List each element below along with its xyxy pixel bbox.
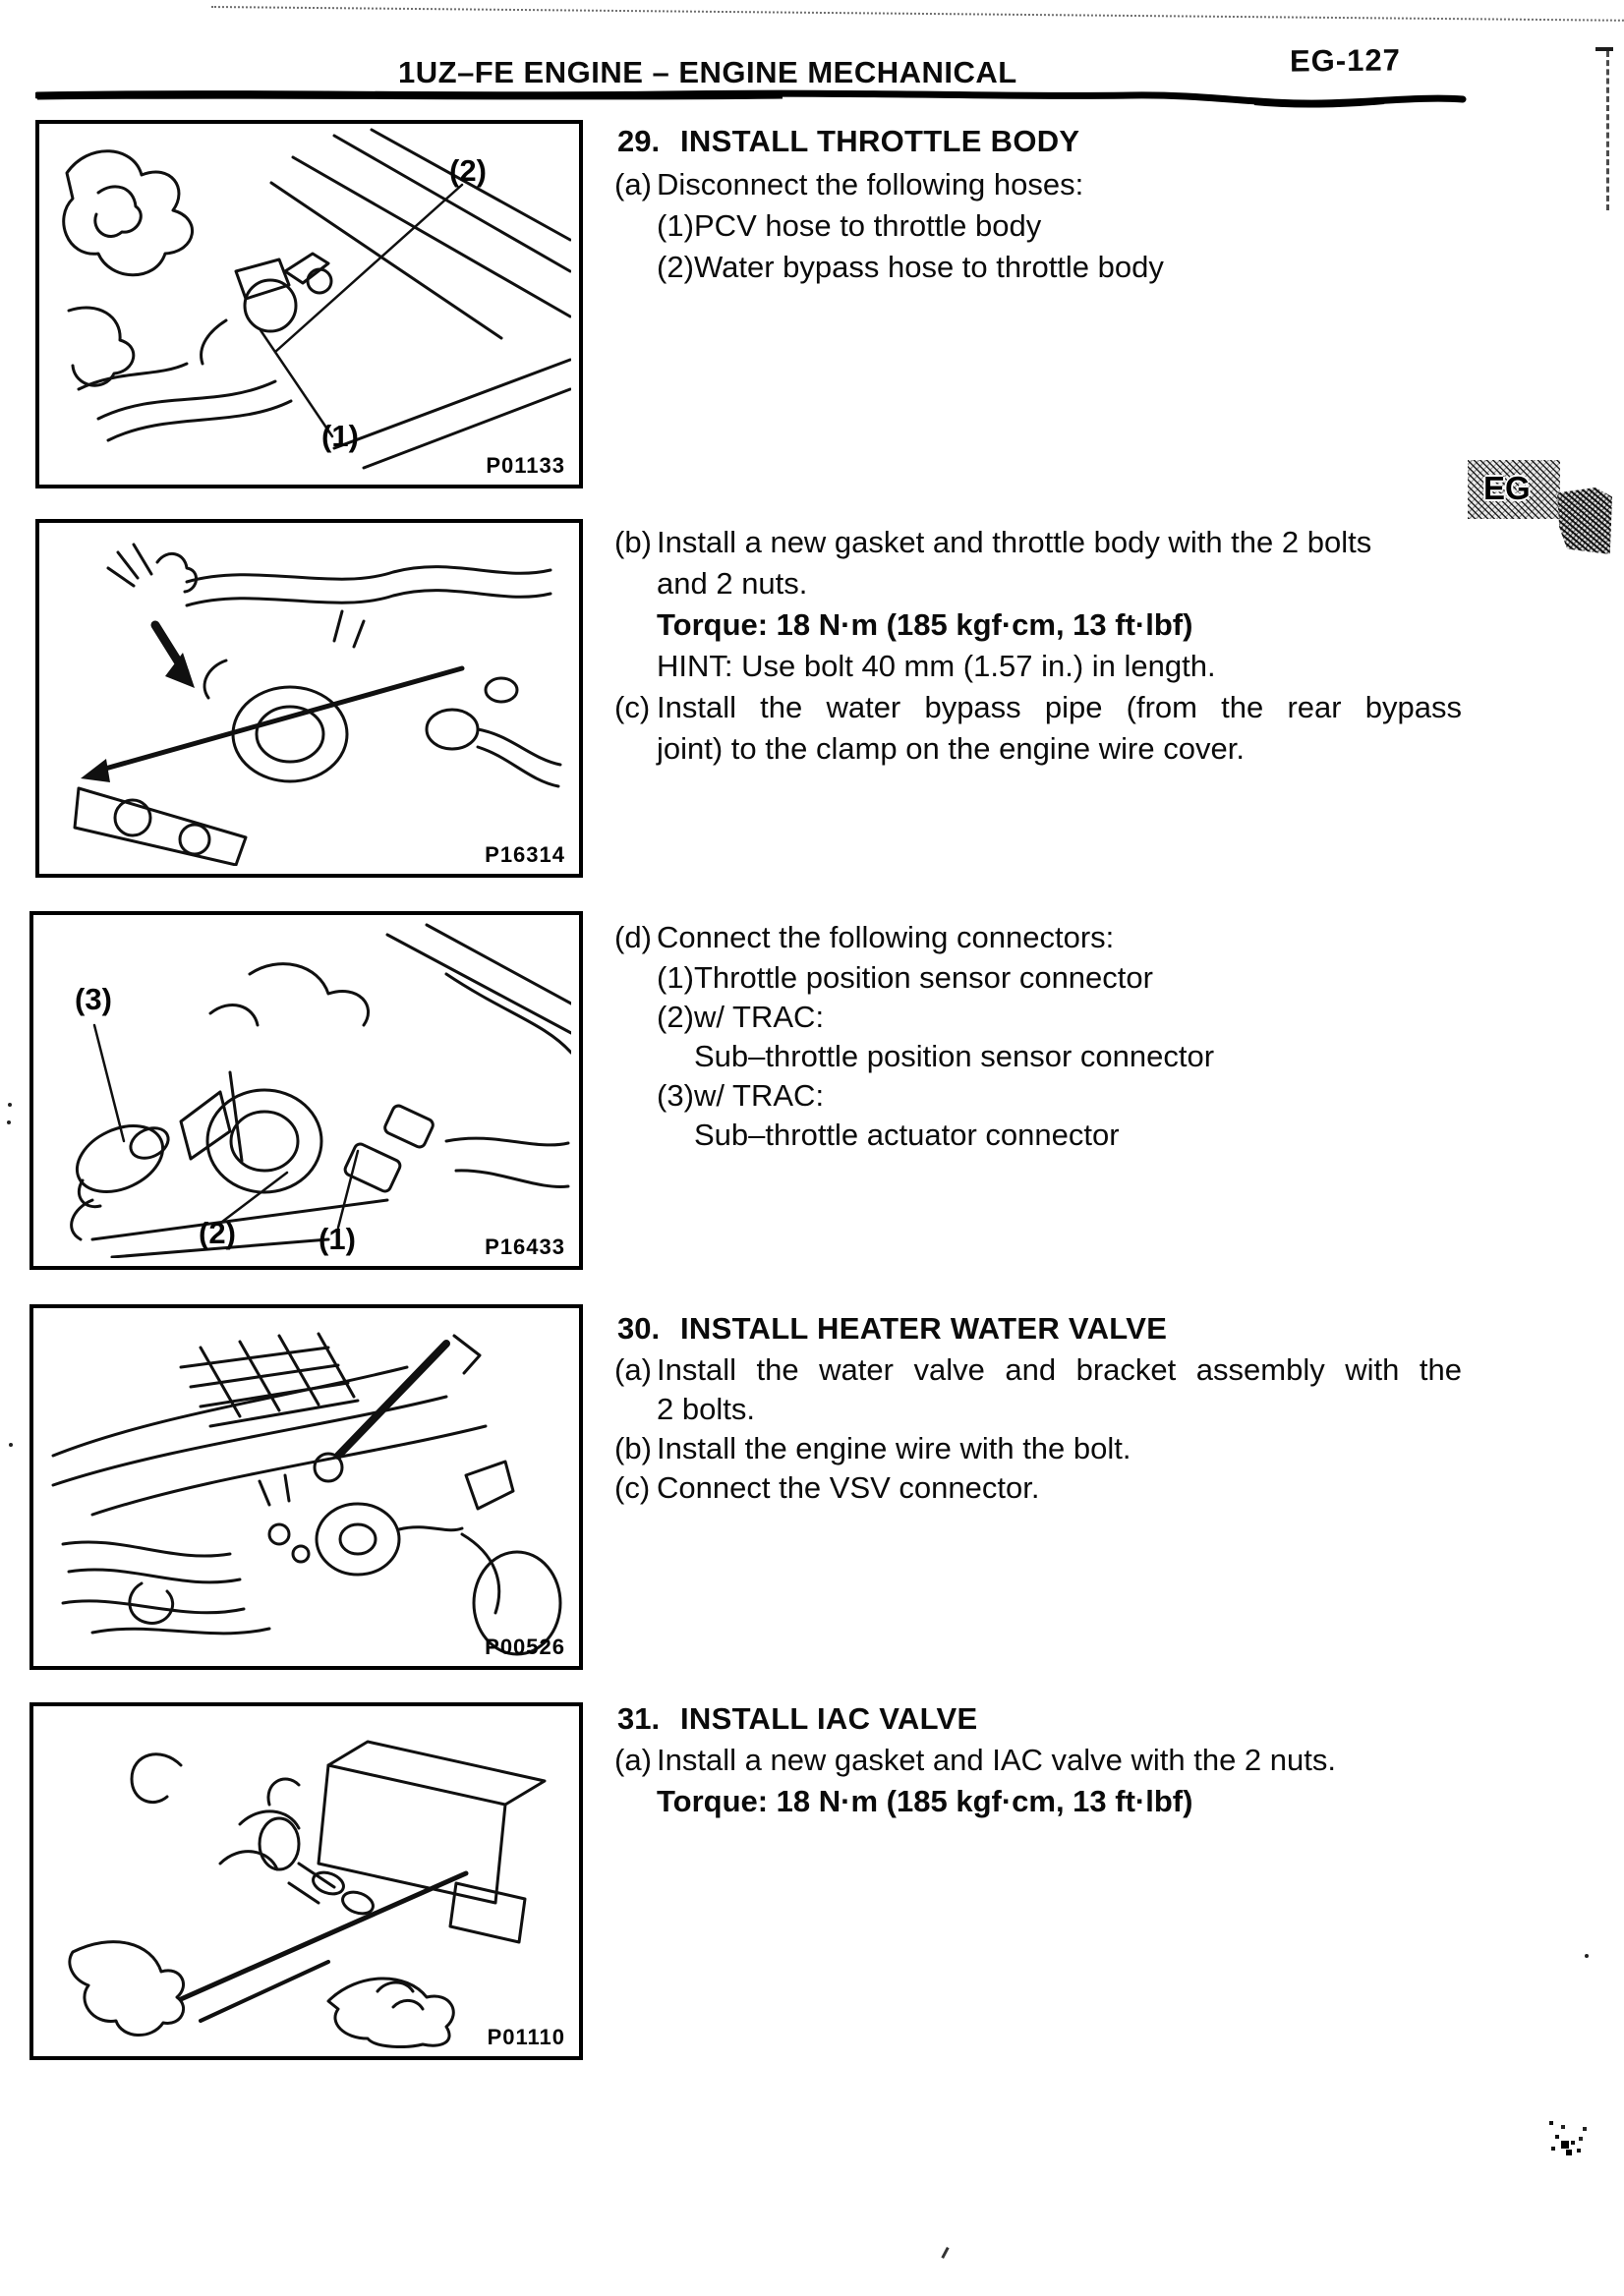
item-text: Install a new gasket and throttle body with the 2 bolts: [657, 525, 1372, 559]
procedure-item: [0, 525, 1624, 564]
procedure-item-continued: [0, 731, 1624, 771]
item-label: (d): [614, 920, 652, 954]
procedure-subitem: [0, 1000, 1624, 1039]
figure-callout: (2): [449, 153, 487, 188]
section-tab-label: EG: [1483, 470, 1531, 506]
step-heading: [0, 1701, 1624, 1741]
procedure-item: [0, 1352, 1624, 1392]
photo-id: P01110: [487, 2025, 565, 2049]
scan-noise-tick: [1595, 47, 1613, 51]
subitem-text: Water bypass hose to throttle body: [694, 250, 1164, 284]
torque-text: Torque: 18 N·m (185 kgf·cm, 13 ft·lbf): [657, 1784, 1193, 1818]
subitem-text: Sub–throttle position sensor connector: [694, 1039, 1215, 1073]
item-label: (a): [614, 167, 652, 201]
item-label: (a): [614, 1352, 652, 1387]
torque-spec: [0, 607, 1624, 647]
subitem-label: (1): [657, 208, 694, 243]
procedure-item: [0, 1470, 1624, 1510]
procedure-item: [0, 1431, 1624, 1470]
item-label: (b): [614, 525, 652, 559]
procedure-item: [0, 690, 1624, 729]
page-number: EG-127: [1289, 42, 1402, 79]
photo-id: P16433: [485, 1234, 565, 1259]
step-title: INSTALL IAC VALVE: [680, 1701, 978, 1736]
scan-noise-top: [211, 6, 1624, 22]
procedure-item: [0, 920, 1624, 959]
step-heading: [0, 1311, 1624, 1350]
step-title: INSTALL HEATER WATER VALVE: [680, 1311, 1168, 1346]
procedure-subitem: [0, 1078, 1624, 1118]
item-label: (b): [614, 1431, 652, 1465]
procedure-subitem: [0, 208, 1624, 248]
procedure-subitem-continued: [0, 1039, 1624, 1078]
item-text: joint) to the clamp on the engine wire cover.: [657, 731, 1245, 766]
subitem-label: (3): [657, 1078, 694, 1113]
item-text: Install the water valve and bracket assembly with the: [657, 1352, 1462, 1387]
torque-spec: [0, 1784, 1624, 1823]
item-text: 2 bolts.: [657, 1392, 755, 1426]
hint-text: HINT: Use bolt 40 mm (1.57 in.) in length.: [657, 649, 1216, 683]
step-number: 29.: [617, 124, 661, 158]
scan-noise-blob: [1549, 2121, 1553, 2125]
procedure-item: [0, 167, 1624, 206]
subitem-label: (2): [657, 1000, 694, 1034]
hint-note: [0, 649, 1624, 688]
figure-callout: (3): [75, 982, 112, 1016]
procedure-subitem: [0, 250, 1624, 289]
item-label: (c): [614, 690, 651, 724]
scan-dot: [1585, 1954, 1589, 1958]
step-number: 31.: [617, 1701, 661, 1736]
section-tab: [1468, 460, 1560, 519]
subitem-text: PCV hose to throttle body: [694, 208, 1042, 243]
item-text: Connect the VSV connector.: [657, 1470, 1040, 1505]
procedure-item: [0, 1743, 1624, 1782]
item-text: Install the water bypass pipe (from the rear bypass: [657, 690, 1462, 724]
figure-callout: (1): [321, 419, 359, 453]
scan-noise-mark: [941, 2247, 949, 2259]
item-text: Disconnect the following hoses:: [657, 167, 1084, 201]
page-title: 1UZ–FE ENGINE – ENGINE MECHANICAL: [398, 55, 1017, 89]
photo-id: P01133: [486, 453, 565, 478]
item-label: (c): [614, 1470, 651, 1505]
step-title: INSTALL THROTTLE BODY: [680, 124, 1080, 158]
header-rule: [35, 86, 1467, 115]
photo-id: P00526: [485, 1635, 565, 1659]
photo-id: P16314: [485, 842, 565, 867]
item-text: and 2 nuts.: [657, 566, 808, 601]
procedure-subitem-continued: [0, 1118, 1624, 1157]
torque-text: Torque: 18 N·m (185 kgf·cm, 13 ft·lbf): [657, 607, 1193, 642]
item-text: Install a new gasket and IAC valve with the 2 nuts.: [657, 1743, 1336, 1777]
step-number: 30.: [617, 1311, 661, 1346]
procedure-subitem: [0, 960, 1624, 1000]
subitem-text: w/ TRAC:: [694, 1078, 825, 1113]
subitem-text: w/ TRAC:: [694, 1000, 825, 1034]
subitem-text: Throttle position sensor connector: [694, 960, 1153, 995]
figure-callout: (1): [319, 1222, 356, 1256]
item-text: Install the engine wire with the bolt.: [657, 1431, 1131, 1465]
subitem-label: (2): [657, 250, 694, 284]
subitem-text: Sub–throttle actuator connector: [694, 1118, 1120, 1152]
step-heading: [0, 124, 1624, 163]
figure-callout: (2): [199, 1216, 236, 1250]
procedure-item-continued: [0, 566, 1624, 605]
subitem-label: (1): [657, 960, 694, 995]
item-text: Connect the following connectors:: [657, 920, 1115, 954]
procedure-item-continued: [0, 1392, 1624, 1431]
item-label: (a): [614, 1743, 652, 1777]
